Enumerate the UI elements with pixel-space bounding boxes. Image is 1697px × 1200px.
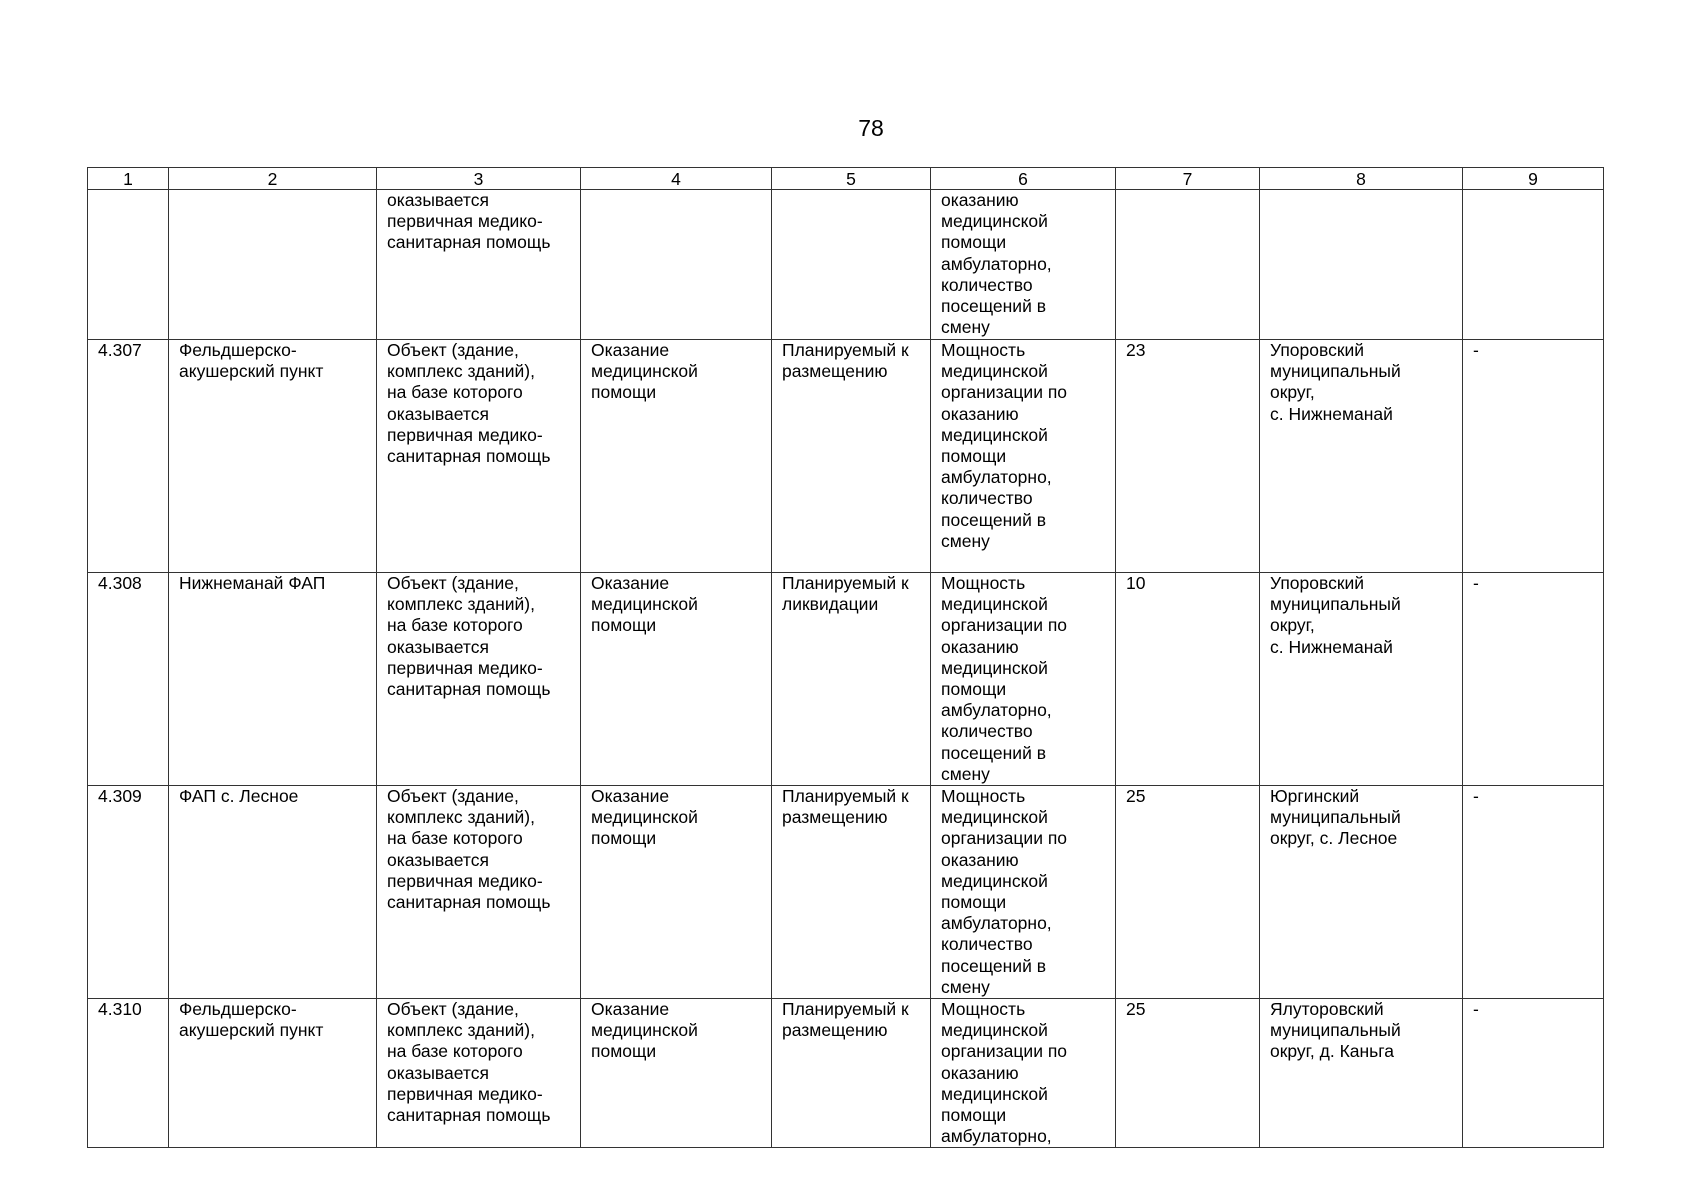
column-number: 1 <box>88 168 169 190</box>
capacity-value: 10 <box>1116 573 1260 786</box>
column-number: 6 <box>931 168 1116 190</box>
column-number: 3 <box>377 168 581 190</box>
table-cell: оказывается первичная медико- санитарная помощь <box>377 190 581 340</box>
status: Планируемый к размещению <box>772 786 931 999</box>
table-cell <box>1116 190 1260 340</box>
facility-name: Нижнеманай ФАП <box>169 573 377 786</box>
object-type: Объект (здание, комплекс зданий), на базе которого оказывается первичная медико- санитарная помощь <box>377 999 581 1148</box>
facilities-table <box>87 167 1604 1148</box>
table-cell <box>581 190 772 340</box>
location: Упоровский муниципальный округ, с. Нижнеманай <box>1260 573 1463 786</box>
row-number: 4.310 <box>88 999 169 1148</box>
table-row <box>88 340 1604 573</box>
table-row-continuation <box>88 190 1604 340</box>
facility-name: ФАП с. Лесное <box>169 786 377 999</box>
location: Юргинский муниципальный округ, с. Лесное <box>1260 786 1463 999</box>
table-cell <box>169 190 377 340</box>
capacity-description: Мощность медицинской организации по оказанию медицинской помощи амбулаторно, количество посещений в смену <box>931 340 1116 573</box>
facility-name: Фельдшерско- акушерский пункт <box>169 340 377 573</box>
object-type: Объект (здание, комплекс зданий), на базе которого оказывается первичная медико- санитарная помощь <box>377 786 581 999</box>
row-number: 4.309 <box>88 786 169 999</box>
capacity-value: 25 <box>1116 786 1260 999</box>
column-number: 2 <box>169 168 377 190</box>
table-row <box>88 573 1604 786</box>
facility-name: Фельдшерско- акушерский пункт <box>169 999 377 1148</box>
purpose: Оказание медицинской помощи <box>581 573 772 786</box>
column-number-row <box>88 168 1604 190</box>
object-type: Объект (здание, комплекс зданий), на базе которого оказывается первичная медико- санитарная помощь <box>377 573 581 786</box>
zone: - <box>1463 786 1604 999</box>
zone: - <box>1463 999 1604 1148</box>
capacity-description: Мощность медицинской организации по оказанию медицинской помощи амбулаторно, <box>931 999 1116 1148</box>
status: Планируемый к размещению <box>772 340 931 573</box>
table-row <box>88 786 1604 999</box>
table-cell <box>88 190 169 340</box>
column-number: 5 <box>772 168 931 190</box>
purpose: Оказание медицинской помощи <box>581 340 772 573</box>
capacity-description: Мощность медицинской организации по оказанию медицинской помощи амбулаторно, количество посещений в смену <box>931 786 1116 999</box>
zone: - <box>1463 573 1604 786</box>
page-number: 78 <box>858 115 884 141</box>
table-cell <box>1260 190 1463 340</box>
column-number: 8 <box>1260 168 1463 190</box>
zone: - <box>1463 340 1604 573</box>
object-type: Объект (здание, комплекс зданий), на базе которого оказывается первичная медико- санитарная помощь <box>377 340 581 573</box>
purpose: Оказание медицинской помощи <box>581 999 772 1148</box>
status: Планируемый к ликвидации <box>772 573 931 786</box>
row-number: 4.307 <box>88 340 169 573</box>
purpose: Оказание медицинской помощи <box>581 786 772 999</box>
column-number: 7 <box>1116 168 1260 190</box>
location: Упоровский муниципальный округ, с. Нижнеманай <box>1260 340 1463 573</box>
capacity-description: Мощность медицинской организации по оказанию медицинской помощи амбулаторно, количество посещений в смену <box>931 573 1116 786</box>
table-cell <box>1463 190 1604 340</box>
table-cell: оказанию медицинской помощи амбулаторно, количество посещений в смену <box>931 190 1116 340</box>
row-number: 4.308 <box>88 573 169 786</box>
capacity-value: 25 <box>1116 999 1260 1148</box>
table-cell <box>772 190 931 340</box>
status: Планируемый к размещению <box>772 999 931 1148</box>
capacity-value: 23 <box>1116 340 1260 573</box>
table-row <box>88 999 1604 1148</box>
column-number: 9 <box>1463 168 1604 190</box>
column-number: 4 <box>581 168 772 190</box>
location: Ялуторовский муниципальный округ, д. Каньга <box>1260 999 1463 1148</box>
